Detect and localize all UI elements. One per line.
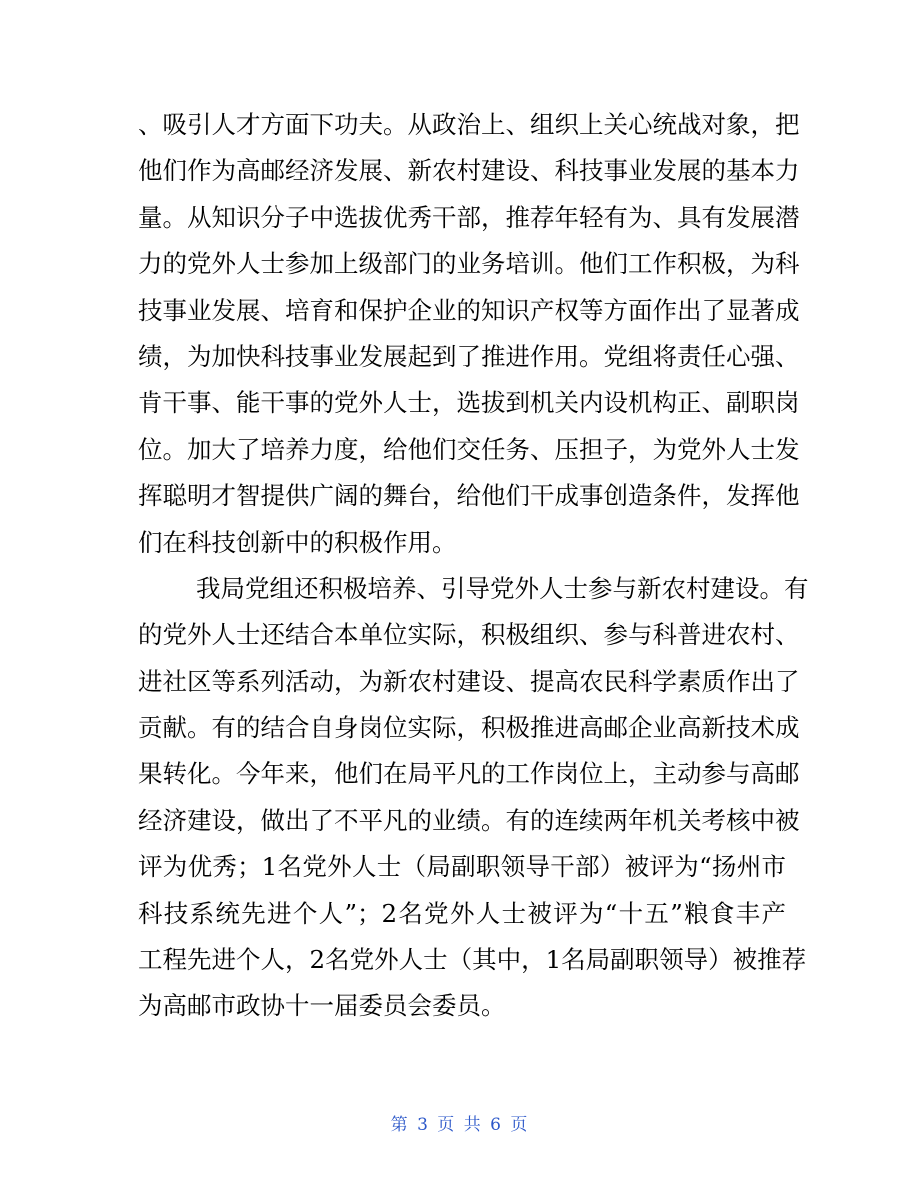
- text-line: 挥聪明才智提供广阔的舞台，给他们干成事创造条件，发挥他: [138, 481, 800, 511]
- page-number-footer: 第 3 页 共 6 页: [390, 1115, 530, 1135]
- text-line: 工程先进个人，2名党外人士（其中，1名局副职领导）被推荐: [138, 945, 807, 975]
- text-line: 位。加大了培养力度，给他们交任务、压担子，为党外人士发: [138, 434, 800, 464]
- paragraph-2: [138, 566, 809, 1030]
- text-line: 贡献。有的结合自身岗位实际，积极推进高邮企业高新技术成: [138, 713, 800, 743]
- text-line: 评为优秀；1名党外人士（局副职领导干部）被评为“扬州市: [138, 852, 786, 882]
- text-line: 进社区等系列活动，为新农村建设、提高农民科学素质作出了: [138, 666, 800, 696]
- text-line: 绩，为加快科技事业发展起到了推进作用。党组将责任心强、: [138, 341, 800, 371]
- text-line: 的党外人士还结合本单位实际，积极组织、参与科普进农村、: [138, 620, 800, 650]
- text-line: 技事业发展、培育和保护企业的知识产权等方面作出了显著成: [138, 295, 800, 325]
- text-line: 果转化。今年来，他们在局平凡的工作岗位上，主动参与高邮: [138, 759, 800, 789]
- text-line: 量。从知识分子中选拔优秀干部，推荐年轻有为、具有发展潜: [138, 202, 800, 232]
- text-line: 科技系统先进个人”；2名党外人士被评为“十五”粮食丰产: [138, 898, 786, 928]
- text-line: 们在科技创新中的积极作用。: [138, 527, 457, 557]
- document-body: [138, 102, 809, 1030]
- text-line: 我局党组还积极培养、引导党外人士参与新农村建设。有: [196, 573, 809, 603]
- paragraph-1: [138, 102, 800, 566]
- text-line: 经济建设，做出了不平凡的业绩。有的连续两年机关考核中被: [138, 805, 800, 835]
- text-line: 肯干事、能干事的党外人士，选拔到机关内设机构正、副职岗: [138, 388, 800, 418]
- text-line: 、吸引人才方面下功夫。从政治上、组织上关心统战对象，把: [138, 110, 800, 139]
- text-line: 他们作为高邮经济发展、新农村建设、科技事业发展的基本力: [138, 156, 800, 186]
- text-line: 力的党外人士参加上级部门的业务培训。他们工作积极，为科: [138, 249, 800, 279]
- text-line: 为高邮市政协十一届委员会委员。: [138, 991, 506, 1021]
